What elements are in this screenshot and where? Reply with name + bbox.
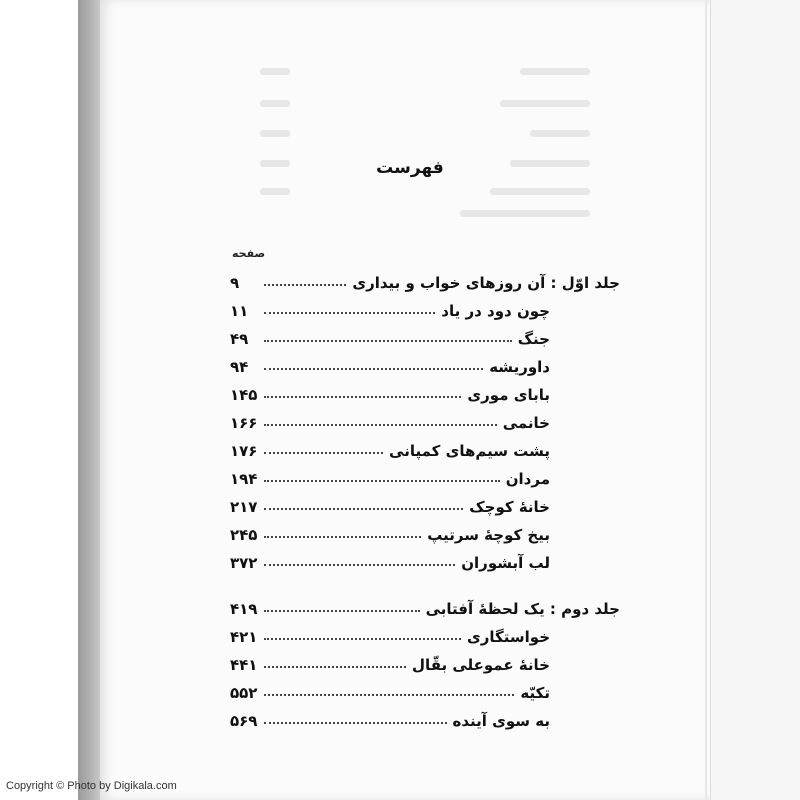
leader-dots	[264, 609, 420, 612]
toc-entry-row	[230, 324, 620, 348]
toc-entry-row	[230, 678, 620, 702]
toc-entry-title: بابای موری	[467, 386, 550, 404]
toc-entry-title: پشت سیم‌های کمپانی	[389, 442, 550, 460]
leader-dots	[264, 721, 447, 724]
toc-entry-title: به سوی آینده	[452, 712, 550, 730]
toc-page-number: ۹	[230, 274, 240, 292]
toc-entry-title: خانمی	[502, 414, 550, 432]
copyright-footer: Copyright © Photo by Digikala.com	[6, 780, 177, 792]
toc-entry-row	[230, 548, 620, 572]
toc-entry-title: چون دود در یاد	[441, 302, 550, 320]
book-spine-shadow	[78, 0, 100, 800]
leader-dots	[264, 451, 383, 454]
toc-entry-row	[230, 650, 620, 674]
toc-entry-title: بیخ کوچۀ سرتیپ	[427, 526, 550, 544]
toc-entry-row	[230, 436, 620, 460]
toc-volume-row	[230, 268, 620, 292]
leader-dots	[264, 423, 497, 426]
toc-entry-title: لب آبشوران	[461, 554, 550, 572]
toc-volume-label: جلد دوم : یک لحظۀ آفتابی	[425, 600, 620, 618]
next-page-edge	[710, 0, 800, 800]
toc-entry-title: خانۀ عموعلی بقّال	[412, 656, 550, 674]
leader-dots	[264, 283, 346, 286]
toc-entry-title: داوریشه	[489, 358, 550, 376]
toc-page-number: ۱۴۵	[230, 386, 258, 404]
leader-dots	[264, 563, 455, 566]
leader-dots	[264, 637, 461, 640]
leader-dots	[264, 311, 435, 314]
toc-entry-row	[230, 352, 620, 376]
toc-page-number: ۲۱۷	[230, 498, 258, 516]
toc-entry-title: مردان	[505, 470, 550, 488]
toc-page-number: ۹۴	[230, 358, 249, 376]
toc-page-number: ۴۹	[230, 330, 249, 348]
toc-entry-title: خواستگاری	[467, 628, 550, 646]
leader-dots	[264, 535, 421, 538]
leader-dots	[264, 367, 483, 370]
toc-entry-row	[230, 622, 620, 646]
toc-page-number: ۱۶۶	[230, 414, 258, 432]
toc-volume-row	[230, 594, 620, 618]
toc-entry-row	[230, 492, 620, 516]
leader-dots	[264, 665, 406, 668]
page-title: فهرست	[376, 158, 444, 178]
toc-page-number: ۱۷۶	[230, 442, 258, 460]
toc-entry-title: تکیّه	[520, 684, 550, 702]
leader-dots	[264, 693, 514, 696]
toc-page-number: ۳۷۲	[230, 554, 258, 572]
toc-entry-row	[230, 408, 620, 432]
leader-dots	[264, 507, 463, 510]
toc-entry-row	[230, 464, 620, 488]
page-column-label: صفحه	[232, 247, 266, 260]
toc-page-number: ۵۵۲	[230, 684, 258, 702]
leader-dots	[264, 339, 512, 342]
toc-page-number: ۱۹۴	[230, 470, 258, 488]
toc-entry-row	[230, 296, 620, 320]
toc-page-number: ۱۱	[230, 302, 249, 320]
toc-entry-row	[230, 380, 620, 404]
toc-entry-title: جنگ	[517, 330, 550, 348]
page-edge	[705, 0, 707, 800]
background-left	[0, 0, 78, 800]
toc-page-number: ۴۱۹	[230, 600, 258, 618]
toc-page-number: ۲۴۵	[230, 526, 258, 544]
toc-volume-label: جلد اوّل : آن روزهای خواب و بیداری	[352, 274, 620, 292]
toc-entry-title: خانۀ کوچک	[469, 498, 550, 516]
toc-page-number: ۴۲۱	[230, 628, 258, 646]
toc-entry-row	[230, 706, 620, 730]
toc-page-number: ۵۶۹	[230, 712, 258, 730]
leader-dots	[264, 479, 500, 482]
toc-entry-row	[230, 520, 620, 544]
leader-dots	[264, 395, 461, 398]
bleed-through-text	[250, 60, 590, 220]
toc-page-number: ۴۴۱	[230, 656, 258, 674]
